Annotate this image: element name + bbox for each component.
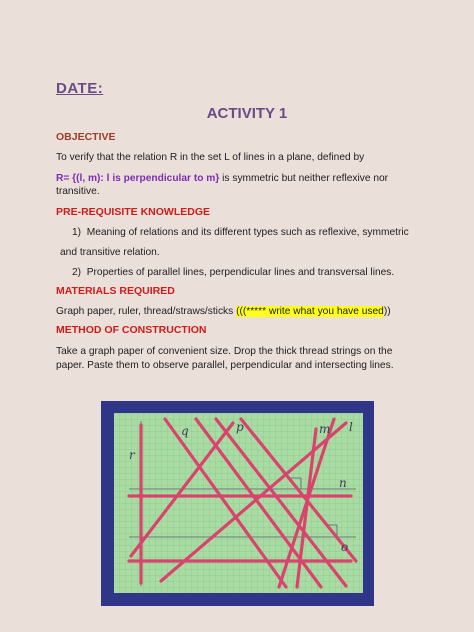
method-line-1: Take a graph paper of convenient size. Drop the thick thread strings on the	[56, 346, 393, 357]
objective-line-2-rest: is symmetric but neither reflexive nor	[219, 173, 389, 184]
activity-title: ACTIVITY 1	[206, 105, 288, 122]
prerequisite-heading: PRE-REQUISITE KNOWLEDGE	[56, 206, 211, 218]
item-2-text: Properties of parallel lines, perpendicular lines and transversal lines.	[86, 267, 395, 278]
materials-text	[56, 304, 426, 319]
materials-heading: MATERIALS REQUIRED	[56, 285, 175, 297]
prerequisite-item-1	[72, 225, 432, 240]
item-1-number: 1)	[72, 227, 82, 238]
materials-highlight: (((***** write what you have used	[236, 306, 384, 317]
label-l: l	[349, 420, 353, 434]
label-r: r	[129, 448, 135, 462]
thread-lines-diagram	[101, 401, 374, 606]
prerequisite-item-1-continued: and transitive relation.	[60, 247, 160, 258]
objective-heading: OBJECTIVE	[56, 131, 116, 143]
relation-definition: R= {(l, m): l is perpendicular to m}	[56, 173, 220, 184]
prerequisite-item-2	[72, 265, 432, 280]
label-m: m	[319, 422, 331, 436]
label-p: p	[236, 420, 244, 434]
date-label: DATE:	[56, 80, 104, 97]
label-o: o	[341, 540, 349, 554]
objective-line-1: To verify that the relation R in the set L of lines in a plane, defined by	[56, 152, 365, 163]
method-line-2: paper. Paste them to observe parallel, perpendicular and intersecting lines.	[56, 360, 394, 371]
objective-line-3: transitive.	[56, 186, 100, 197]
label-n: n	[339, 476, 347, 490]
materials-close: ))	[383, 306, 391, 317]
materials-list: Graph paper, ruler, thread/straws/sticks	[56, 306, 237, 317]
label-q: q	[181, 424, 189, 438]
method-heading: METHOD OF CONSTRUCTION	[56, 324, 207, 336]
item-1-text: Meaning of relations and its different types such as reflexive, symmetric	[86, 227, 409, 238]
item-2-number: 2)	[72, 267, 82, 278]
activity-photo	[101, 401, 374, 606]
